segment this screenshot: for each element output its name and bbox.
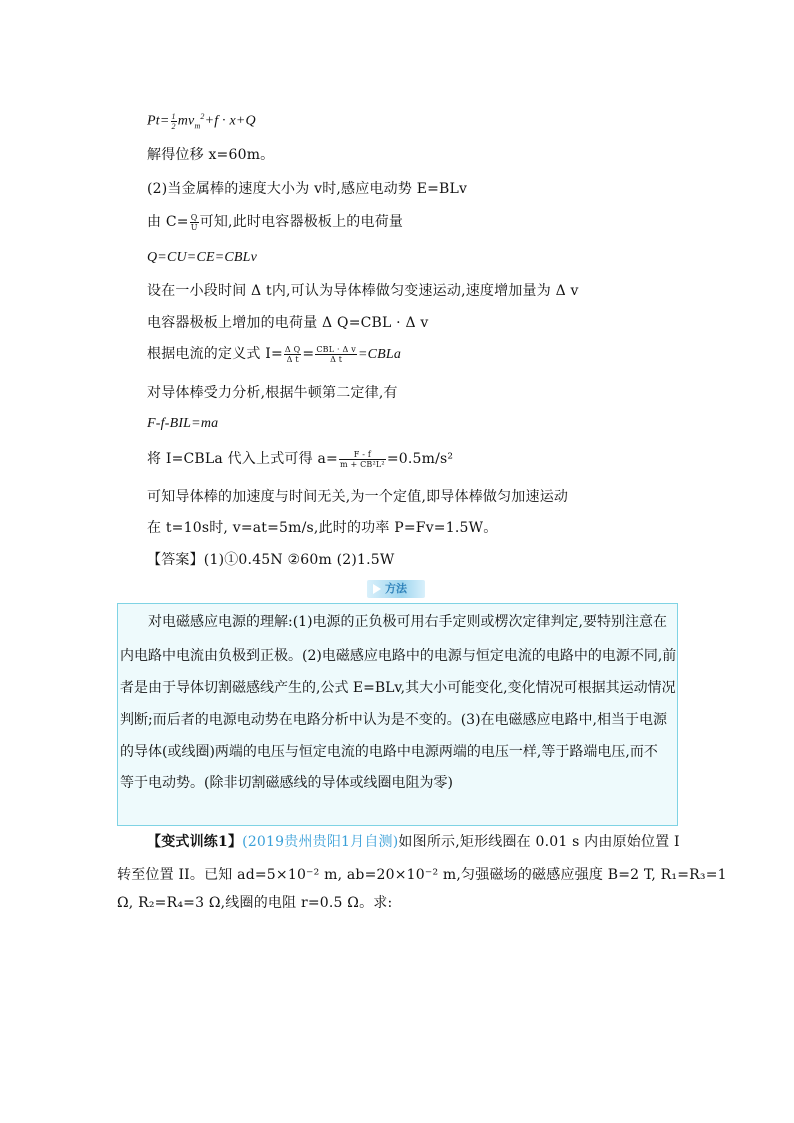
newton-equation: F-f-BIL=ma bbox=[147, 416, 219, 431]
method-text-1: 对电磁感应电源的理解:(1)电源的正负极可用右手定则或楞次定律判定,要特别注意在 bbox=[148, 614, 667, 630]
eq-mv: mv bbox=[177, 113, 195, 129]
method-tag bbox=[367, 580, 425, 598]
emf-line: (2)当金属棒的速度大小为 v时,感应电动势 E=BLv bbox=[147, 181, 468, 197]
current-result: =CBLa bbox=[357, 347, 402, 362]
q-over-u-fraction bbox=[190, 213, 199, 232]
frac-num: F - f bbox=[339, 450, 386, 460]
dq-dt-fraction bbox=[284, 345, 301, 364]
power-equation bbox=[147, 107, 256, 136]
force-analysis-line: 对导体棒受力分析,根据牛顿第二定律,有 bbox=[147, 385, 398, 401]
method-text-4: 判断;而后者的电源电动势在电路分析中认为是不变的。(3)在电磁感应电路中,相当于电源 bbox=[120, 712, 667, 728]
exercise-line-2: 转至位置 II。已知 ad=5×10⁻² m, ab=20×10⁻² m,匀强磁场的磁感应强度 B=2 T, R₁=R₃=1 bbox=[117, 867, 727, 883]
eq-sub: m bbox=[194, 121, 201, 131]
method-text-3: 者是由于导体切割磁感线产生的,公式 E=BLv,其大小可能变化,变化情况可根据其运动情况 bbox=[120, 680, 676, 696]
frac-den: m + CB²L² bbox=[339, 459, 385, 469]
frac-num: CBL · Δ v bbox=[316, 344, 356, 354]
play-arrow-icon bbox=[373, 584, 381, 594]
exercise-source: (2019贵州贵阳1月自测) bbox=[242, 834, 399, 850]
method-box bbox=[117, 603, 678, 826]
charge-equation: Q=CU=CE=CBLv bbox=[147, 250, 258, 265]
current-lhs: 根据电流的定义式 I= bbox=[147, 346, 283, 362]
displacement-line: 解得位移 x=60m。 bbox=[147, 147, 275, 163]
equals-sign: = bbox=[302, 346, 315, 362]
method-text-2: 内电路中电流由负极到正极。(2)电磁感应电路中的电源与恒定电流的电路中的电源不同,前 bbox=[120, 648, 677, 664]
frac-den: Δ t bbox=[330, 354, 343, 364]
half-fraction bbox=[171, 112, 177, 131]
uniform-acceleration-line: 可知导体棒的加速度与时间无关,为一个定值,即导体棒做匀加速运动 bbox=[147, 489, 569, 505]
current-definition-line bbox=[147, 344, 401, 365]
method-text-5: 的导体(或线圈)两端的电压与恒定电流的电路中电源两端的电压一样,等于路端电压,而不 bbox=[120, 744, 658, 760]
exercise-text-1: 如图所示,矩形线圈在 0.01 s 内由原始位置 I bbox=[398, 834, 680, 850]
frac-den: Δ t bbox=[286, 354, 299, 364]
method-label: 方法 bbox=[385, 582, 407, 595]
cap-text: 可知,此时电容器极板上的电荷量 bbox=[199, 214, 404, 230]
cbl-dv-dt-fraction bbox=[315, 345, 357, 364]
charge-increase-line: 电容器极板上增加的电荷量 Δ Q=CBL · Δ v bbox=[147, 315, 429, 331]
small-interval-line: 设在一小段时间 Δ t内,可认为导体棒做匀变速运动,速度增加量为 Δ v bbox=[147, 283, 579, 299]
frac-den: U bbox=[190, 222, 198, 232]
capacitance-line bbox=[147, 212, 403, 232]
acceleration-line bbox=[147, 449, 453, 469]
eq-sup: 2 bbox=[200, 112, 205, 121]
eq-lhs: Pt= bbox=[147, 113, 170, 129]
exercise-line-3: Ω, R₂=R₄=3 Ω,线圈的电阻 r=0.5 Ω。求: bbox=[117, 895, 393, 911]
accel-lhs: 将 I=CBLa 代入上式可得 a= bbox=[147, 451, 338, 467]
answer-line: 【答案】(1)①0.45N ②60m (2)1.5W bbox=[147, 552, 395, 568]
accel-fraction bbox=[339, 450, 386, 469]
accel-result: =0.5m/s² bbox=[386, 451, 454, 467]
cap-lhs: 由 C= bbox=[147, 214, 189, 230]
exercise-line-1 bbox=[147, 832, 680, 852]
frac-num: Q bbox=[190, 212, 198, 222]
frac-num: Δ Q bbox=[284, 344, 301, 354]
frac-num: 1 bbox=[171, 111, 176, 121]
exercise-label: 【变式训练1】 bbox=[147, 834, 243, 850]
power-result-line: 在 t=10s时, v=at=5m/s,此时的功率 P=Fv=1.5W。 bbox=[147, 520, 498, 536]
frac-den: 2 bbox=[171, 121, 176, 131]
eq-tail: +f · x+Q bbox=[204, 113, 256, 129]
method-text-6: 等于电动势。(除非切割磁感线的导体或线圈电阻为零) bbox=[120, 775, 453, 791]
